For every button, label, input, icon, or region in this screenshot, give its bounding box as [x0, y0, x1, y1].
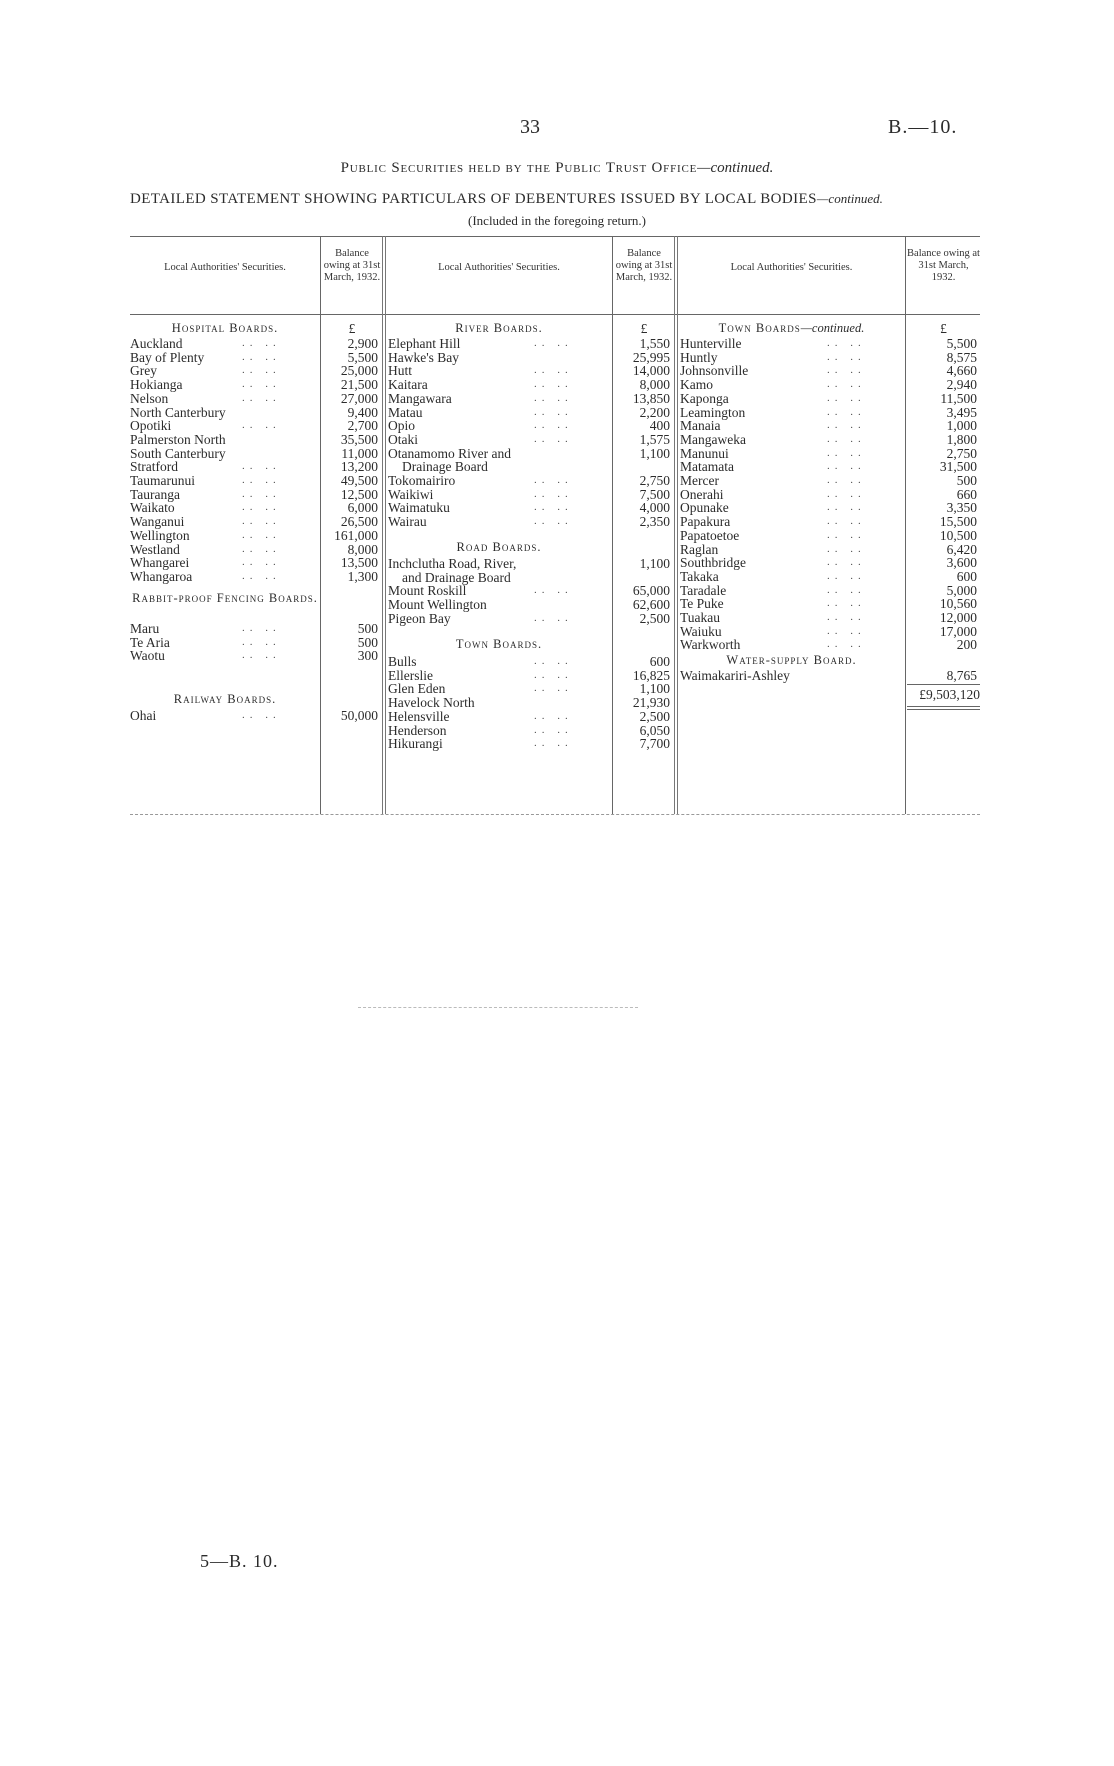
leader-dots: .. ..	[534, 378, 573, 391]
section-town-boards: Town Boards.	[455, 637, 543, 651]
faint-mark	[358, 1007, 638, 1008]
table-row	[680, 668, 905, 683]
section-continued-mark: —continued.	[800, 321, 865, 335]
balance-value: 13,500	[340, 555, 378, 571]
header-balance: Balance owing at 31st March, 1932.	[323, 248, 381, 283]
leader-dots: .. ..	[827, 501, 866, 514]
balance-value: 17,000	[939, 623, 977, 639]
authority-name: and Drainage Board	[402, 569, 511, 585]
authority-name: Grey	[130, 363, 157, 379]
authority-name: Hawke's Bay	[388, 349, 460, 365]
balance-value: 4,000	[639, 500, 670, 516]
balance-value: 10,500	[939, 527, 977, 543]
balance-value: 3,495	[946, 404, 977, 420]
table-top-rule	[130, 236, 980, 237]
balance-value: 1,000	[946, 418, 977, 434]
authority-name: Waikiwi	[388, 486, 434, 502]
balance-value: 65,000	[632, 583, 670, 599]
authority-name: Leamington	[680, 404, 746, 420]
authority-name: Wairau	[388, 514, 427, 530]
balance-value: 7,700	[639, 736, 670, 752]
leader-dots: .. ..	[827, 474, 866, 486]
balance-value: 1,550	[639, 336, 670, 351]
balance-value: 400	[649, 418, 670, 434]
leader-dots: .. ..	[534, 501, 573, 514]
leader-dots: .. ..	[242, 474, 281, 486]
leader-dots: .. ..	[242, 364, 281, 377]
leader-dots: .. ..	[242, 649, 281, 662]
authority-name: Tokomairiro	[388, 473, 456, 488]
leader-dots: .. ..	[242, 569, 281, 582]
authority-name: Opotiki	[130, 418, 172, 434]
header-balance: Balance owing at 31st March, 1932.	[907, 248, 980, 283]
balance-value: 200	[956, 637, 977, 653]
leader-dots: .. ..	[534, 709, 573, 722]
authority-name: Bulls	[388, 654, 417, 669]
leader-dots: .. ..	[827, 528, 866, 541]
section-railway-boards: Railway Boards.	[173, 692, 277, 706]
authority-name: Warkworth	[680, 637, 741, 653]
leader-dots: .. ..	[827, 515, 866, 528]
authority-name: Kaitara	[388, 377, 428, 393]
authority-name: Glen Eden	[388, 681, 446, 697]
balance-value: 21,500	[340, 377, 378, 393]
balance-value: 500	[357, 634, 378, 650]
leader-dots: .. ..	[534, 737, 573, 750]
authority-name: Taradale	[680, 582, 727, 598]
header-bottom-rule	[130, 314, 980, 315]
balance-value: 2,750	[639, 473, 670, 488]
leader-dots: .. ..	[827, 611, 866, 623]
authority-name: Tuakau	[680, 610, 721, 625]
authority-name: Taumarunui	[130, 473, 196, 488]
authority-name: Waiuku	[680, 623, 722, 639]
balance-value: 1,100	[639, 556, 670, 571]
leader-dots: .. ..	[534, 364, 573, 377]
authority-name: Waimatuku	[388, 500, 450, 516]
authority-name: Mangaweka	[680, 431, 746, 447]
authority-name: Wellington	[130, 527, 190, 543]
balance-value: 35,500	[340, 431, 378, 447]
authority-name: Bay of Plenty	[130, 349, 205, 365]
authority-name: Hikurangi	[388, 736, 443, 752]
section-road-boards: Road Boards.	[456, 540, 542, 554]
authority-name: Waotu	[130, 648, 165, 664]
statement-title-continued: —continued.	[816, 191, 883, 206]
balance-value: 9,400	[347, 404, 378, 420]
authority-name: Mount Roskill	[388, 583, 467, 599]
table-row	[130, 569, 320, 584]
authority-name: Takaka	[680, 568, 719, 584]
balance-value: 300	[357, 648, 378, 664]
authority-name: Palmerston North	[130, 431, 226, 447]
leader-dots: .. ..	[827, 432, 866, 445]
leader-dots: .. ..	[242, 391, 281, 404]
balance-value: 2,500	[639, 708, 670, 724]
table-row	[130, 708, 320, 723]
authority-name: Otaki	[388, 431, 418, 447]
leader-dots: .. ..	[534, 432, 573, 445]
leader-dots: .. ..	[827, 337, 866, 349]
balance-value: 4,660	[946, 363, 977, 379]
authority-name: Hokianga	[130, 377, 183, 393]
column-rule	[905, 236, 906, 814]
section-rabbit-proof-fencing-boards: Rabbit-proof Fencing Boards.	[132, 591, 318, 605]
authority-name: Stratford	[130, 459, 178, 475]
balance-value: 49,500	[340, 473, 378, 488]
balance-value: 2,700	[347, 418, 378, 434]
leader-dots: .. ..	[242, 501, 281, 514]
balance-value: 5,500	[347, 349, 378, 365]
authority-name: Opunake	[680, 500, 729, 516]
leader-dots: .. ..	[827, 638, 866, 651]
document-reference: B.—10.	[888, 116, 958, 138]
authority-name: Henderson	[388, 722, 447, 738]
balance-value: 1,800	[946, 431, 977, 447]
balance-value: 8,575	[946, 349, 977, 365]
page-number: 33	[520, 116, 540, 138]
balance-value: 10,560	[939, 596, 977, 612]
leader-dots: .. ..	[827, 419, 866, 432]
leader-dots: .. ..	[827, 391, 866, 404]
leader-dots: .. ..	[827, 446, 866, 459]
authority-name: Mercer	[680, 473, 719, 488]
authority-name: Huntly	[680, 349, 718, 365]
leader-dots: .. ..	[242, 460, 281, 473]
balance-value: 6,050	[639, 722, 670, 738]
leader-dots: .. ..	[534, 474, 573, 486]
table-row	[388, 736, 612, 751]
authority-name: Maru	[130, 621, 160, 636]
title-continued: —continued.	[697, 160, 774, 176]
balance-value: 2,750	[946, 445, 977, 461]
leader-dots: .. ..	[827, 597, 866, 610]
leader-dots: .. ..	[534, 682, 573, 695]
balance-value: 8,000	[347, 541, 378, 557]
column-rule	[612, 236, 613, 814]
balance-value: 2,940	[946, 377, 977, 393]
authority-name: Helensville	[388, 708, 450, 724]
balance-value: 8,765	[946, 668, 977, 683]
debentures-table	[130, 236, 980, 816]
authority-name: Kamo	[680, 377, 713, 393]
balance-value: 500	[357, 621, 378, 636]
balance-value: 161,000	[334, 527, 378, 543]
leader-dots: .. ..	[242, 635, 281, 648]
leader-dots: .. ..	[534, 337, 573, 349]
authority-name: Onerahi	[680, 486, 724, 502]
balance-value: 50,000	[340, 708, 378, 723]
authority-name: Southbridge	[680, 555, 746, 571]
authority-name: Wanganui	[130, 514, 185, 530]
balance-value: 15,500	[939, 514, 977, 530]
leader-dots: .. ..	[534, 419, 573, 432]
authority-name: Inchclutha Road, River,	[388, 556, 517, 571]
balance-value: 2,900	[347, 336, 378, 351]
balance-value: 3,600	[946, 555, 977, 571]
balance-value: 600	[956, 568, 977, 584]
balance-value: 5,500	[946, 336, 977, 351]
authority-name: Kaponga	[680, 390, 729, 406]
authority-name: Te Aria	[130, 634, 170, 650]
authority-name: Ohai	[130, 708, 157, 723]
leader-dots: .. ..	[242, 378, 281, 391]
balance-value: 5,000	[946, 582, 977, 598]
section-hospital-boards: Hospital Boards.	[171, 321, 279, 335]
statement-note: (Included in the foregoing return.)	[468, 213, 646, 228]
balance-value: 6,420	[946, 541, 977, 557]
leader-dots: .. ..	[827, 583, 866, 596]
authority-name: Papatoetoe	[680, 527, 740, 543]
header-authority: Local Authorities' Securities.	[164, 262, 286, 273]
column-rule	[320, 236, 321, 814]
currency-symbol: £	[348, 321, 356, 336]
leader-dots: .. ..	[827, 556, 866, 569]
authority-name: Raglan	[680, 541, 719, 557]
statement-title	[130, 191, 883, 208]
leader-dots: .. ..	[827, 378, 866, 391]
leader-dots: .. ..	[242, 487, 281, 500]
balance-value: 2,200	[639, 404, 670, 420]
authority-name: Tauranga	[130, 486, 181, 502]
authority-name: Elephant Hill	[388, 336, 461, 351]
leader-dots: .. ..	[534, 391, 573, 404]
leader-dots: .. ..	[827, 624, 866, 637]
header-authority: Local Authorities' Securities.	[730, 262, 853, 273]
table-row	[388, 611, 612, 626]
authority-name: Pigeon Bay	[388, 610, 451, 626]
page-title	[0, 160, 1114, 177]
leader-dots: .. ..	[242, 350, 281, 363]
authority-name: Manaia	[680, 418, 721, 434]
footer-reference: 5—B. 10.	[200, 1551, 279, 1571]
section-town-boards-continued	[678, 321, 905, 336]
balance-value: 14,000	[632, 363, 670, 379]
section-river-boards: River Boards.	[455, 321, 543, 335]
statement-title-text: DETAILED STATEMENT SHOWING PARTICULARS OF DEBENTURES ISSUED BY LOCAL BODIES	[130, 191, 817, 207]
leader-dots: .. ..	[827, 569, 866, 582]
leader-dots: .. ..	[534, 668, 573, 681]
authority-name: Westland	[130, 541, 180, 557]
total-double-rule	[907, 709, 980, 710]
total-top-rule	[907, 684, 980, 685]
balance-value: 2,500	[639, 610, 670, 626]
authority-name: Whangarei	[130, 555, 190, 571]
leader-dots: .. ..	[242, 709, 281, 721]
authority-name: Opio	[388, 418, 415, 434]
leader-dots: .. ..	[242, 528, 281, 541]
authority-name: Waimakariri-Ashley	[680, 668, 790, 683]
total-double-rule	[907, 706, 980, 707]
currency-symbol: £	[640, 321, 648, 336]
balance-value: 7,500	[639, 486, 670, 502]
authority-name: Havelock North	[388, 695, 475, 711]
leader-dots: .. ..	[534, 611, 573, 624]
balance-value: 26,500	[340, 514, 378, 530]
section-town-boards-continued-label: Town Boards	[718, 321, 801, 335]
header-balance: Balance owing at 31st March, 1932.	[615, 248, 673, 283]
authority-name: Papakura	[680, 514, 731, 530]
balance-value: 25,000	[340, 363, 378, 379]
leader-dots: .. ..	[827, 364, 866, 377]
authority-name: Drainage Board	[402, 459, 488, 475]
authority-name: Ellerslie	[388, 667, 433, 683]
table-row	[680, 637, 905, 652]
authority-name: Otanamomo River and	[388, 445, 511, 461]
currency-symbol: £	[940, 321, 947, 336]
authority-name: Waikato	[130, 500, 175, 516]
balance-value: 1,575	[639, 431, 670, 447]
table-row	[130, 648, 320, 663]
balance-value: 12,000	[939, 610, 977, 625]
leader-dots: .. ..	[534, 655, 573, 667]
leader-dots: .. ..	[242, 556, 281, 569]
leader-dots: .. ..	[242, 337, 281, 349]
leader-dots: .. ..	[242, 622, 281, 634]
authority-name: Nelson	[130, 390, 169, 406]
leader-dots: .. ..	[827, 460, 866, 473]
leader-dots: .. ..	[534, 487, 573, 500]
authority-name: Hunterville	[680, 336, 742, 351]
grand-total: £9,503,120	[919, 687, 980, 702]
leader-dots: .. ..	[534, 515, 573, 528]
authority-name: Auckland	[130, 336, 183, 351]
authority-name: North Canterbury	[130, 404, 226, 420]
balance-value: 660	[956, 486, 977, 502]
section-water-supply-board: Water-supply Board.	[726, 653, 857, 667]
authority-name: Johnsonville	[680, 363, 749, 379]
balance-value: 31,500	[939, 459, 977, 475]
leader-dots: .. ..	[534, 584, 573, 597]
title-main-text: Public Securities held by the Public Trust Office	[340, 160, 698, 176]
authority-name: South Canterbury	[130, 445, 226, 461]
balance-value: 500	[956, 473, 977, 488]
balance-value: 6,000	[347, 500, 378, 516]
table-bottom-rule	[130, 814, 980, 815]
balance-value: 2,350	[639, 514, 670, 530]
authority-name: Mount Wellington	[388, 597, 487, 613]
balance-value: 3,350	[946, 500, 977, 516]
authority-name: Mangawara	[388, 390, 452, 406]
balance-value: 27,000	[340, 390, 378, 406]
balance-value: 13,850	[632, 390, 670, 406]
leader-dots: .. ..	[242, 542, 281, 555]
balance-value: 8,000	[639, 377, 670, 393]
leader-dots: .. ..	[827, 405, 866, 418]
header-authority: Local Authorities' Securities.	[438, 262, 560, 273]
authority-name: Matau	[388, 404, 423, 420]
balance-value: 1,100	[639, 681, 670, 697]
balance-value: 11,000	[341, 445, 378, 461]
authority-name: Whangaroa	[130, 568, 193, 584]
leader-dots: .. ..	[534, 405, 573, 418]
leader-dots: .. ..	[242, 419, 281, 432]
leader-dots: .. ..	[827, 487, 866, 500]
leader-dots: .. ..	[827, 542, 866, 555]
balance-value: 21,930	[632, 695, 670, 711]
leader-dots: .. ..	[534, 723, 573, 736]
leader-dots: .. ..	[827, 350, 866, 363]
table-row	[388, 514, 612, 529]
leader-dots: .. ..	[242, 515, 281, 528]
balance-value: 1,100	[639, 445, 670, 461]
authority-name: Hutt	[388, 363, 413, 379]
balance-value: 12,500	[340, 486, 378, 502]
balance-value: 11,500	[940, 390, 977, 406]
balance-value: 25,995	[632, 349, 670, 365]
authority-name: Matamata	[680, 459, 734, 475]
authority-name: Te Puke	[680, 596, 724, 612]
balance-value: 600	[649, 654, 670, 669]
balance-value: 13,200	[340, 459, 378, 475]
authority-name: Manunui	[680, 445, 729, 461]
balance-value: 16,825	[632, 667, 670, 683]
balance-value: 62,600	[632, 597, 670, 613]
balance-value: 1,300	[347, 568, 378, 584]
